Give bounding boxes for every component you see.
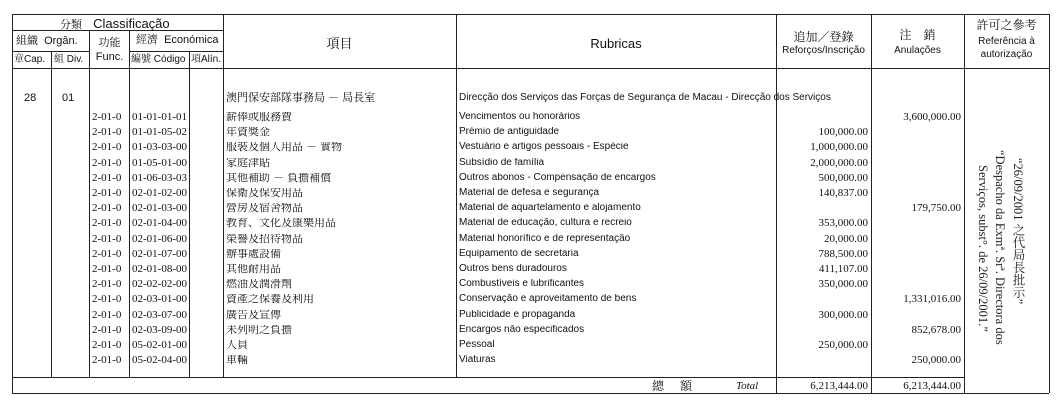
col-border-rubricas [776,14,777,393]
table-top-border [12,14,1049,15]
header-items-zh: 項目 [326,36,353,51]
body-bottom-border [12,377,964,378]
row-func: 2-01-0 [92,188,122,199]
row-rubrica-pt: Pessoal [459,340,495,350]
row-func: 2-01-0 [92,234,122,245]
header-ref-zh: 許可之參考 [976,18,1037,32]
row-code: 01-05-01-00 [132,158,187,169]
section-cap: 28 [24,92,37,104]
row-rubrica-pt: Material de educação, cultura e recreio [459,218,632,228]
row-code: 05-02-01-00 [132,340,187,351]
row-reforcos: 300,000.00 [818,310,868,321]
authorization-note-line3: Serviços, subst°. de 26/09/2001.” [976,165,990,332]
row-rubrica-pt: Conservação e aproveitamento de bens [459,294,637,304]
row-reforcos: 20,000.00 [824,234,868,245]
header-organica [16,36,78,47]
row-item-zh: 車輛 [226,355,248,366]
row-func: 2-01-0 [92,249,122,260]
row-item-zh: 其他耐用品 [226,264,281,275]
row-code: 02-01-04-00 [132,218,187,229]
row-code: 01-01-01-01 [132,112,187,123]
row-item-zh: 辦事處設備 [226,249,281,260]
row-func: 2-01-0 [92,127,122,138]
row-code: 02-03-01-00 [132,294,187,305]
row-func: 2-01-0 [92,264,122,275]
header-bottom-border [12,68,1049,69]
total-anulacoes: 6,213,444.00 [903,380,961,392]
header-organica-pt: Orgân. [44,35,78,47]
header-organica-zh: 組織 [16,35,38,47]
header-economica-pt: Económica [164,34,219,46]
header-func-zh: 功能 [98,37,121,49]
col-border-anulacoes [964,14,965,393]
header-func [90,36,129,64]
row-rubrica-pt: Material de aquartelamento e alojamento [459,203,641,213]
header-cap [14,55,45,65]
row-reforcos: 100,000.00 [818,127,868,138]
row-item-zh: 燃油及潤滑劑 [226,279,292,290]
row-reforcos: 2,000,000.00 [810,158,868,169]
header-rubricas: Rubricas [590,36,642,51]
row-func: 2-01-0 [92,279,122,290]
header-reforcos-pt: Reforços/Inscrição [782,45,865,56]
row-item-zh: 保衛及保安用品 [226,188,303,199]
header-economica-zh: 經濟 [136,34,158,46]
header-ref-pt: Referência à autorização [978,36,1035,60]
row-item-zh: 廣告及宣傳 [226,310,281,321]
row-func: 2-01-0 [92,203,122,214]
total-label-pt: Total [736,380,759,392]
row-reforcos: 500,000.00 [818,173,868,184]
row-code: 02-01-06-00 [132,234,187,245]
row-func: 2-01-0 [92,355,122,366]
col-border-cap [51,51,52,377]
row-item-zh: 榮譽及招待物品 [226,234,303,245]
row-rubrica-pt: Prémio de antiguidade [459,127,560,137]
row-code: 01-01-05-02 [132,127,187,138]
authorization-note-line2: “Despacho da Exmª. Srª. Directora dos [993,150,1007,345]
row-code: 02-02-02-00 [132,279,187,290]
row-func: 2-01-0 [92,173,122,184]
row-rubrica-pt: Equipamento de secretaria [459,249,579,259]
row-func: 2-01-0 [92,158,122,169]
row-code: 02-01-02-00 [132,188,187,199]
row-reforcos: 350,000.00 [818,279,868,290]
header-classification-pt: Classificação [93,16,170,31]
header-div [54,55,83,65]
row-anulacoes: 1,331,016.00 [903,294,961,305]
header-alin-zh: 項 [191,54,201,65]
header-div-pt: Div. [66,54,84,65]
row-reforcos: 353,000.00 [818,218,868,229]
header-economica [136,35,218,46]
authorization-note-line1: “26/09/2001 之代局長批示” [1011,158,1025,305]
row-rubrica-pt: Vencimentos ou honorários [459,112,581,122]
row-func: 2-01-0 [92,340,122,351]
header-codigo-pt: Código [153,54,186,65]
row-item-zh: 營房及宿舍物品 [226,203,303,214]
header-anulacoes-zh: 注 銷 [899,28,936,42]
header-classification [60,17,170,31]
row-reforcos: 411,107.00 [818,264,868,275]
col-border-code [189,51,190,377]
row-rubrica-pt: Material honorífico e de representação [459,234,631,244]
row-item-zh: 年資獎金 [226,127,270,138]
header-reforcos-zh: 追加／登錄 [793,30,854,44]
col-border-right [1049,14,1050,393]
col-border-div [89,30,90,377]
row-rubrica-pt: Subsídio de família [459,158,545,168]
section-title-pt: Direcção dos Serviços das Forças de Segurança de Macau - Direcção dos Serviços [459,92,831,103]
row-anulacoes: 3,600,000.00 [903,112,961,123]
row-func: 2-01-0 [92,142,122,153]
row-code: 01-06-03-03 [132,173,187,184]
row-func: 2-01-0 [92,294,122,305]
row-reforcos: 140,837.00 [818,188,868,199]
row-rubrica-pt: Viaturas [459,355,496,365]
header-anulacoes-pt: Anulações [894,45,941,56]
row-anulacoes: 250,000.00 [911,355,961,366]
row-reforcos: 1,000,000.00 [810,142,868,153]
col-border-alin [223,14,224,377]
row-func: 2-01-0 [92,325,122,336]
header-codigo-zh: 編號 [131,54,151,65]
row-rubrica-pt: Outros abonos - Compensação de encargos [459,173,656,183]
row-code: 02-01-07-00 [132,249,187,260]
header-codigo [131,55,185,65]
row-item-zh: 家庭津貼 [226,158,270,169]
header-economica-divider [129,51,223,52]
row-code: 02-01-08-00 [132,264,187,275]
row-code: 02-03-07-00 [132,310,187,321]
row-code: 02-01-03-00 [132,203,187,214]
header-classification-zh: 分類 [60,19,82,31]
row-anulacoes: 179,750.00 [911,203,961,214]
row-reforcos: 788,500.00 [818,249,868,260]
header-func-pt: Func. [95,51,124,63]
col-border-items [456,14,457,377]
row-func: 2-01-0 [92,218,122,229]
col-border-func [129,30,130,377]
row-code: 01-03-03-00 [132,142,187,153]
header-div-zh: 組 [54,54,64,65]
row-func: 2-01-0 [92,310,122,321]
row-rubrica-pt: Material de defesa e segurança [459,188,600,198]
row-item-zh: 人員 [226,340,248,351]
header-alin-pt: Alín. [201,54,222,65]
row-rubrica-pt: Encargos não especificados [459,325,585,335]
section-title-zh: 澳門保安部隊事務局 － 局長室 [226,92,376,104]
header-cap-pt: Cap. [24,54,46,65]
row-item-zh: 教育、文化及康樂用品 [226,218,336,229]
row-item-zh: 其他補助 － 負擔補償 [226,173,332,184]
total-label-zh: 總 額 [652,379,695,393]
row-func: 2-01-0 [92,112,122,123]
total-reforcos: 6,213,444.00 [810,380,868,392]
row-rubrica-pt: Outros bens duradouros [459,264,567,274]
row-rubrica-pt: Vestuário e artigos pessoais - Espécie [459,142,629,152]
row-rubrica-pt: Publicidade e propaganda [459,310,576,320]
row-item-zh: 薪俸或服務費 [226,112,292,123]
row-anulacoes: 852,678.00 [911,325,961,336]
header-cap-zh: 章 [14,54,24,65]
row-code: 05-02-04-00 [132,355,187,366]
row-reforcos: 250,000.00 [818,340,868,351]
row-item-zh: 未列明之負擔 [226,325,292,336]
row-rubrica-pt: Combustíveis e lubrificantes [459,279,585,289]
col-border-left [12,14,13,393]
row-code: 02-03-09-00 [132,325,187,336]
section-div: 01 [62,92,75,104]
header-alin [191,55,221,65]
row-item-zh: 資產之保養及利用 [226,294,314,305]
row-item-zh: 服裝及個人用品 － 實物 [226,142,343,153]
table-bottom-border [12,393,1049,394]
